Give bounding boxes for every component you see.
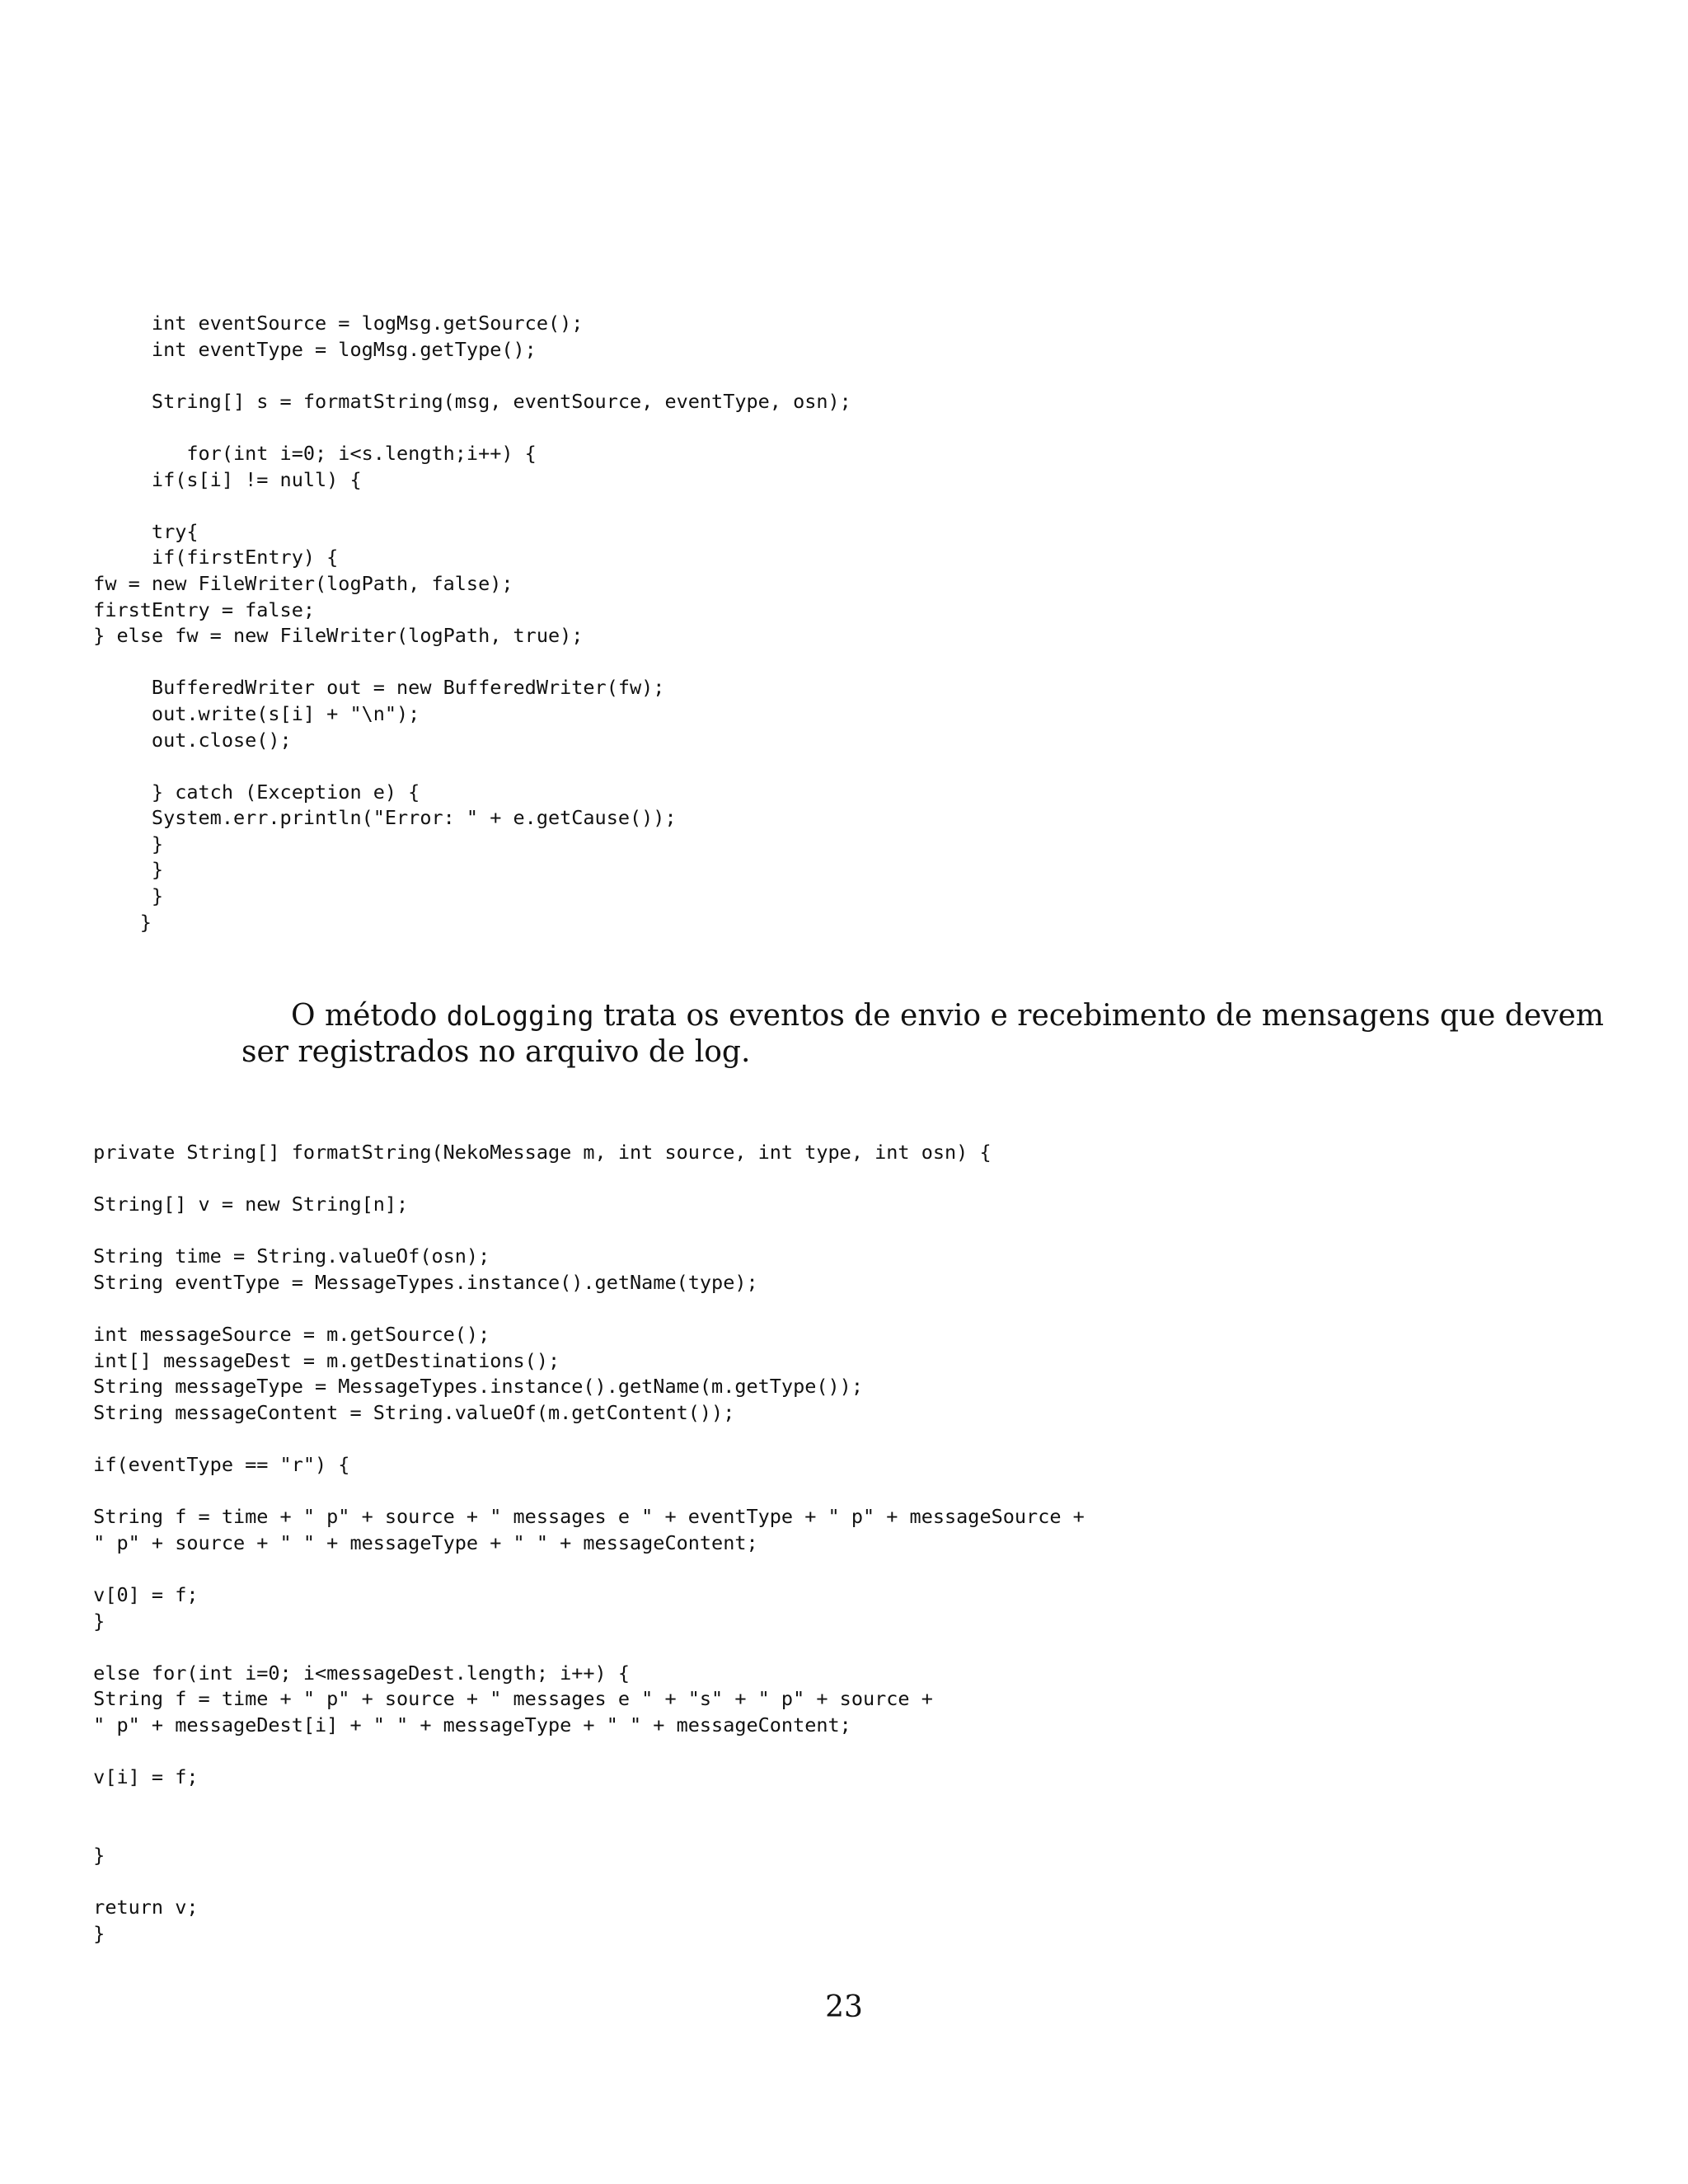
code-line: int[] messageDest = m.getDestinations(); [0, 1348, 560, 1372]
code-line: } [0, 884, 164, 908]
code-line: int messageSource = m.getSource(); [0, 1323, 490, 1347]
paragraph-text: O método [291, 999, 447, 1033]
code-line [0, 1739, 1085, 1765]
code-line: String eventType = MessageTypes.instance().getName(type); [0, 1270, 758, 1294]
code-line: return v; [0, 1896, 199, 1919]
paragraph-line-1 [241, 998, 1604, 1034]
code-line [0, 363, 851, 389]
code-line: String messageType = MessageTypes.instance().getName(m.getType()); [0, 1375, 863, 1399]
code-block-format-string [0, 1140, 1085, 1947]
code-line: fw = new FileWriter(logPath, false); [0, 571, 513, 595]
code-line: if(s[i] != null) { [0, 467, 362, 491]
code-line: String f = time + " p" + source + " messages e " + eventType + " p" + messageSource + [0, 1505, 1085, 1529]
code-line [0, 1479, 1085, 1505]
code-line: " p" + messageDest[i] + " " + messageType + " " + messageContent; [0, 1713, 851, 1737]
code-line [0, 415, 851, 441]
code-line: String time = String.valueOf(osn); [0, 1244, 490, 1268]
code-line: " p" + source + " " + messageType + " " + messageContent; [0, 1530, 758, 1554]
code-line: out.write(s[i] + "\n"); [0, 701, 420, 725]
code-line: else for(int i=0; i<messageDest.length; i++) { [0, 1661, 631, 1685]
code-line: out.close(); [0, 728, 292, 752]
code-line [0, 1427, 1085, 1453]
code-line: String[] v = new String[n]; [0, 1193, 409, 1216]
code-line [0, 1166, 1085, 1193]
code-line: } [0, 910, 152, 934]
code-line [0, 1791, 1085, 1817]
code-line: } [0, 858, 164, 882]
code-line: String f = time + " p" + source + " messages e " + "s" + " p" + source + [0, 1687, 933, 1711]
code-line [0, 1816, 1085, 1843]
code-line: BufferedWriter out = new BufferedWriter(fw); [0, 676, 665, 700]
code-line: private String[] formatString(NekoMessage m, int source, int type, int osn) { [0, 1141, 992, 1164]
code-line: } else fw = new FileWriter(logPath, true); [0, 624, 584, 648]
code-line: v[i] = f; [0, 1765, 199, 1789]
code-line [0, 649, 851, 676]
code-line: v[0] = f; [0, 1583, 199, 1607]
code-line [0, 1218, 1085, 1244]
body-paragraph [241, 998, 1604, 1071]
code-block-do-logging [0, 311, 851, 935]
code-line: } [0, 1609, 106, 1633]
inline-code-method-name: doLogging [446, 1000, 594, 1032]
code-line [0, 1557, 1085, 1583]
code-line: System.err.println("Error: " + e.getCause()); [0, 806, 677, 830]
code-line: int eventSource = logMsg.getSource(); [0, 312, 584, 335]
code-line: } [0, 1921, 106, 1945]
code-line: firstEntry = false; [0, 598, 316, 621]
code-line: try{ [0, 519, 199, 543]
code-line [0, 1869, 1085, 1896]
paragraph-text: trata os eventos de envio e recebimento de mensagens que devem [593, 999, 1604, 1033]
code-line [0, 493, 851, 519]
code-line: } catch (Exception e) { [0, 780, 420, 804]
paragraph-line-2: ser registrados no arquivo de log. [241, 1035, 751, 1069]
page-number: 23 [825, 1990, 863, 2024]
code-line [0, 1634, 1085, 1661]
code-line [0, 1296, 1085, 1323]
code-line: } [0, 1844, 106, 1868]
code-line: if(firstEntry) { [0, 546, 339, 569]
code-line: int eventType = logMsg.getType(); [0, 337, 537, 361]
code-line: if(eventType == "r") { [0, 1453, 350, 1477]
code-line: String messageContent = String.valueOf(m.getContent()); [0, 1400, 735, 1424]
code-line: } [0, 832, 164, 855]
code-line: for(int i=0; i<s.length;i++) { [0, 441, 537, 465]
code-line [0, 753, 851, 780]
code-line: String[] s = formatString(msg, eventSource, eventType, osn); [0, 389, 851, 413]
